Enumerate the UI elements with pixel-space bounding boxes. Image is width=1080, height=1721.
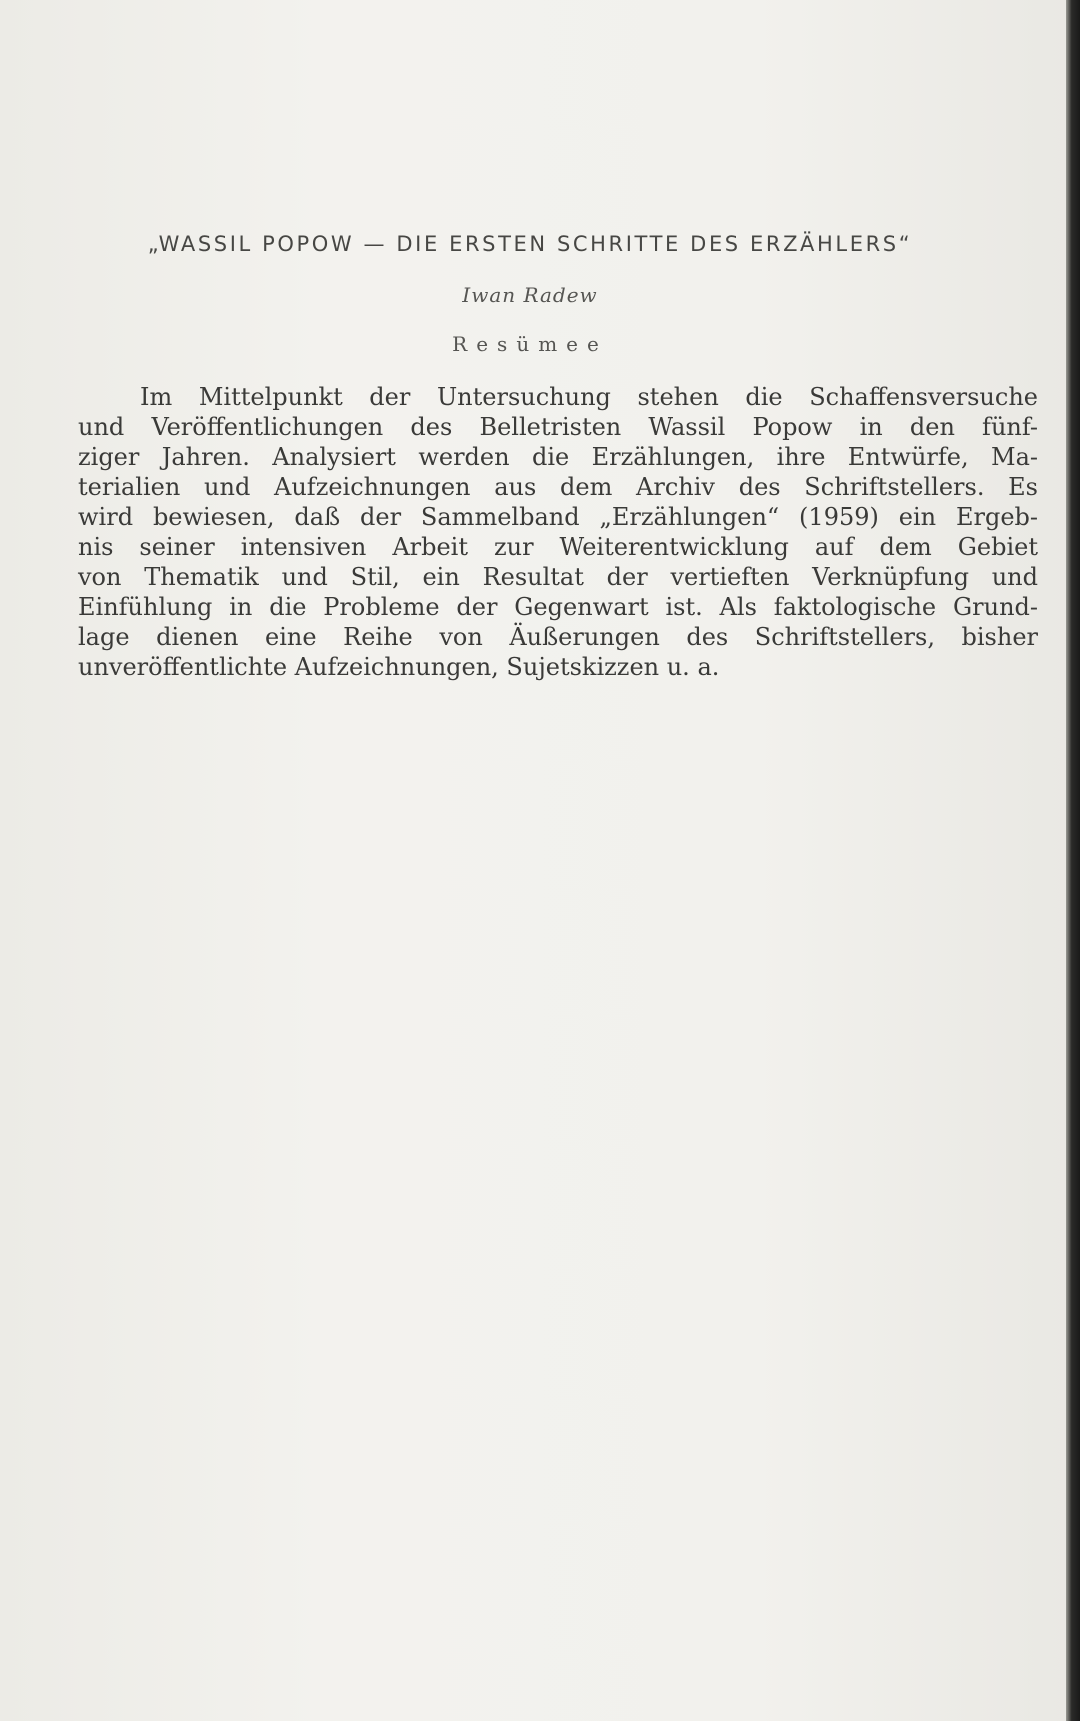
body-line: Im Mittelpunkt der Untersuchung stehen die Schaffensversuche xyxy=(140,383,1038,411)
body-line: nis seiner intensiven Arbeit zur Weiterentwicklung auf dem Gebiet xyxy=(78,533,1038,561)
body-line: terialien und Aufzeichnungen aus dem Archiv des Schriftstellers. Es xyxy=(78,473,1038,501)
body-line: wird bewiesen, daß der Sammelband „Erzählungen“ (1959) ein Ergeb- xyxy=(78,503,1038,531)
body-line: Einfühlung in die Probleme der Gegenwart ist. Als faktologische Grund- xyxy=(78,593,1038,621)
abstract-body xyxy=(78,382,1038,682)
body-line: ziger Jahren. Analysiert werden die Erzählungen, ihre Entwürfe, Ma- xyxy=(78,443,1038,471)
page-edge xyxy=(1066,0,1080,1721)
section-label: Resümee xyxy=(452,332,608,356)
author-name: Iwan Radew xyxy=(462,283,598,307)
body-line: unveröffentlichte Aufzeichnungen, Sujetskizzen u. a. xyxy=(78,653,720,681)
body-line: und Veröffentlichungen des Belletristen Wassil Popow in den fünf- xyxy=(78,413,1038,441)
body-line: von Thematik und Stil, ein Resultat der vertieften Verknüpfung und xyxy=(78,563,1038,591)
body-line: lage dienen eine Reihe von Äußerungen des Schriftstellers, bisher xyxy=(78,623,1038,651)
article-title: „WASSIL POPOW — DIE ERSTEN SCHRITTE DES ERZÄHLERS“ xyxy=(147,232,913,256)
